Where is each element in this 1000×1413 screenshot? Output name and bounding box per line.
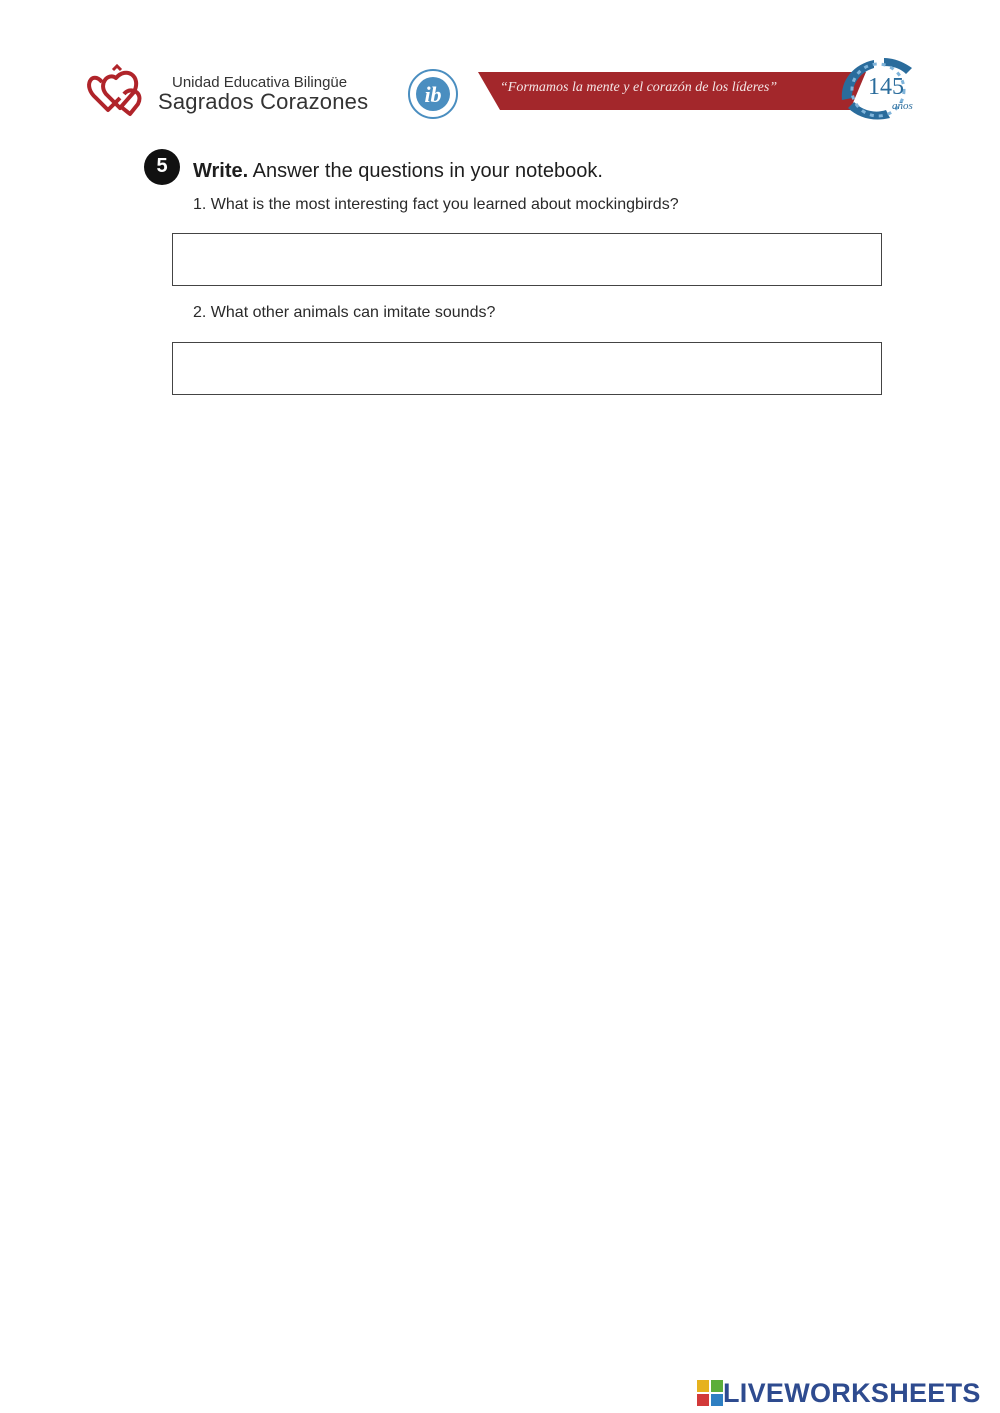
instruction-text: Answer the questions in your notebook. [248,160,603,182]
liveworksheets-logo-icon [697,1380,723,1406]
anniversary-number: 145 [868,74,904,100]
question-1: 1. What is the most interesting fact you learned about mockingbirds? [193,196,679,213]
anniversary-word: años [892,100,913,112]
answer-field-2[interactable] [172,342,882,395]
instruction-verb: Write. [193,160,249,182]
school-motto: “Formamos la mente y el corazón de los líderes” [500,80,778,95]
answer-field-1[interactable] [172,233,882,286]
ib-world-school-icon [402,68,464,120]
liveworksheets-brand: LIVEWORKSHEETS [723,1378,981,1408]
svg-text:ib: ib [424,82,442,107]
exercise-number-badge: 5 [144,149,180,185]
question-2: 2. What other animals can imitate sounds? [193,304,496,321]
exercise-instruction [193,160,603,183]
school-name-line1: Unidad Educativa Bilingüe [172,74,348,91]
school-name-line2: Sagrados Corazones [158,89,369,114]
hearts-logo-icon [86,64,148,118]
